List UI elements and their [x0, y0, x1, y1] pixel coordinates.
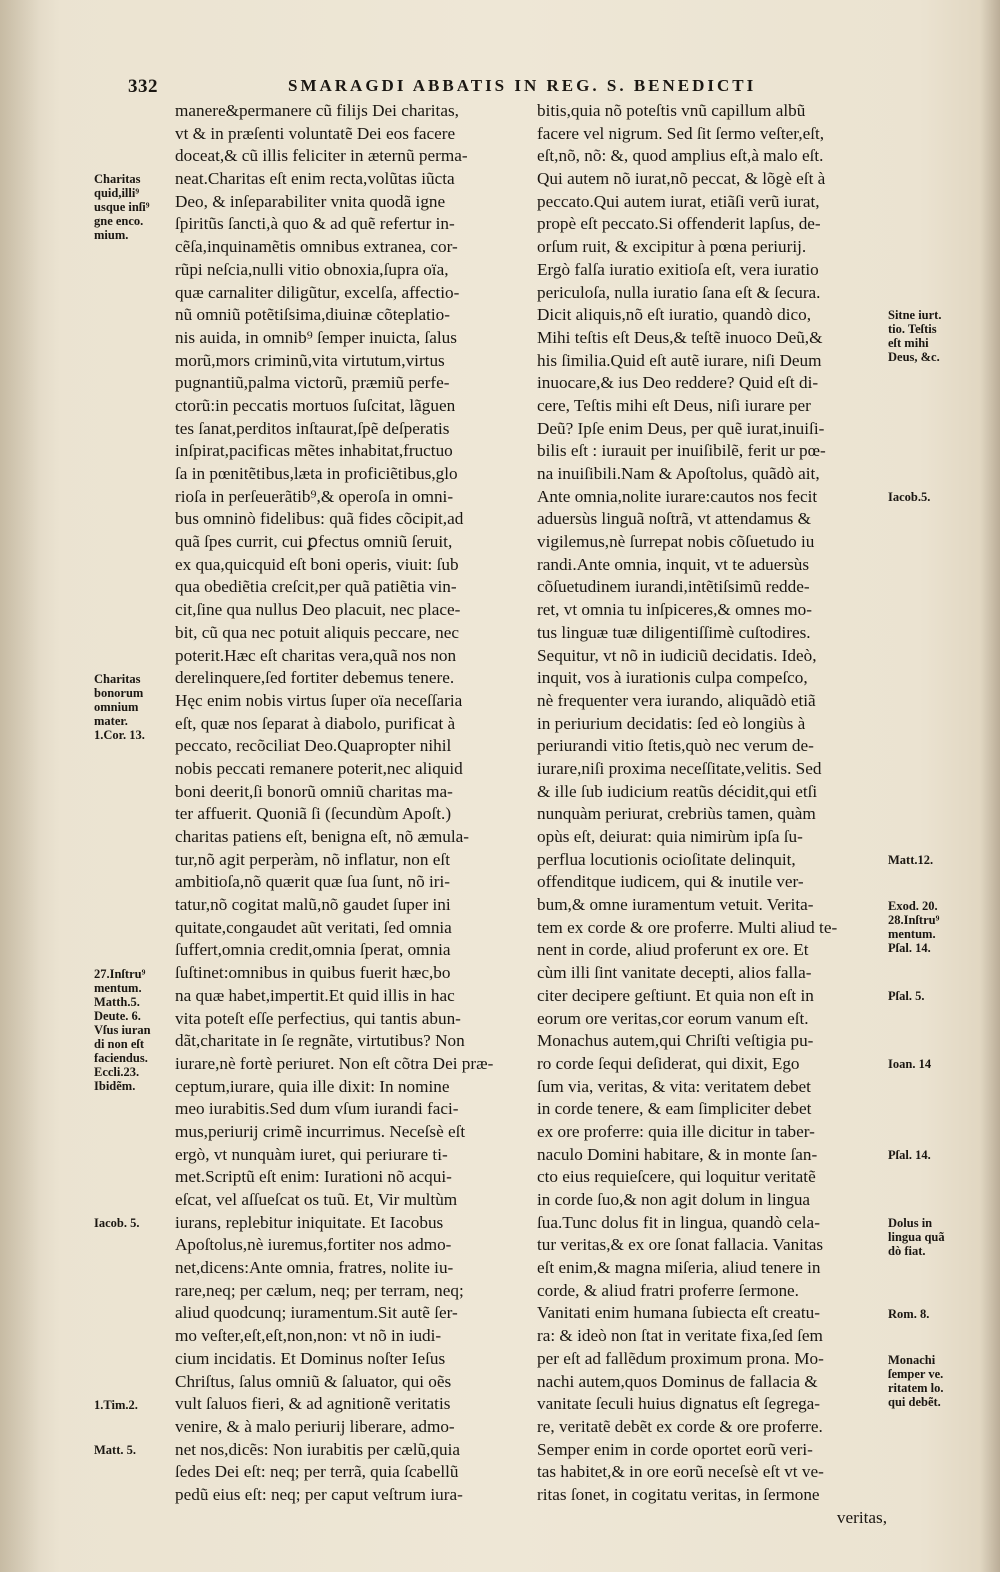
text-line: & ille ſub iudicium reatũs décidit,qui etſi: [537, 781, 818, 801]
text-line: nis auida, in omnib⁹ ſemper inuicta, ſalus: [175, 327, 457, 347]
text-line: ret, vt omnia tu inſpiceres,& omnes mo-: [537, 600, 812, 620]
text-line: manere&permanere cũ filijs Dei charitas,: [175, 101, 459, 120]
text-line: inuocare,& ius Deo reddere? Quid eſt di-: [537, 373, 819, 393]
text-line: pedũ eius eſt: neq; per caput veſtrum iura-: [175, 1484, 463, 1504]
text-line: eſt,nõ, nõ: &, quod amplius eſt,à malo eſt.: [537, 146, 824, 166]
text-line: naculo Domini habitare, & in monte ſan-: [537, 1144, 818, 1164]
text-line: nachi autem,quos Dominus de fallacia &: [537, 1371, 818, 1391]
text-line: Sequitur, vt nõ in iudiciũ decidatis. Ideò,: [537, 645, 817, 665]
text-line: periurandi vitio ſtetis,quò nec verum de-: [537, 736, 814, 756]
text-line: in corde tenere, & eam ſimpliciter debet: [537, 1099, 812, 1119]
text-line: iurare,niſi proxima neceſſitate,velitis. Sed: [537, 758, 822, 778]
text-line: ro corde ſequi deſiderat, qui dixit, Ego: [537, 1053, 800, 1073]
text-line: charitas patiens eſt, benigna eſt, nõ æmula-: [175, 827, 470, 846]
text-line: randi.Ante omnia, inquit, vt te aduersùs: [537, 554, 810, 574]
text-line: offenditque iudicem, qui & inutile ver-: [537, 872, 804, 892]
text-line: bus omninò fidelibus: quã fides cõcipit,ad: [175, 509, 464, 529]
text-line: ter affuerit. Quoniã ſi (ſecundùm Apoſt.): [175, 804, 452, 824]
text-line: net nos,dicẽs: Non iurabitis per cælũ,quia: [175, 1439, 460, 1459]
text-line: ambitioſa,nõ quærit quæ ſua ſunt, nõ iri-: [175, 872, 450, 892]
text-line: Ergò falſa iuratio exitioſa eſt, vera iuratio: [537, 259, 819, 279]
text-line: vita poteſt eſſe perfectius, qui tantis abun-: [175, 1008, 461, 1028]
text-line: ſua.Tunc dolus fit in lingua, quandò cela-: [537, 1212, 820, 1232]
text-line: bilis eſt : iurauit per inuiſibilẽ, ferit ur pœ-: [537, 441, 826, 461]
marginal-note: Matt.12.: [888, 853, 934, 868]
text-line: Deũ? Ipſe enim Deus, per quẽ iurat,inuiſi-: [537, 418, 825, 438]
marginal-note: Sitne iurt. tio. Teſtis eſt mihi Deus, &c.: [888, 308, 942, 365]
text-line: nobis peccati remanere poterit,nec aliquid: [175, 758, 463, 778]
text-line: dãt,charitate in ſe regnãte, virtutibus? Non: [175, 1031, 465, 1051]
text-line: poterit.Hæc eſt charitas vera,quã nos non: [175, 645, 457, 665]
marginal-note: Ioan. 14: [888, 1057, 932, 1072]
text-line: inſpirat,pacificas mẽtes inhabitat,fructuo: [175, 441, 453, 461]
text-line: cit,ſine qua nullus Deo placuit, nec place-: [175, 600, 461, 620]
text-line: eſt, quæ nos ſeparat à diabolo, purificat à: [175, 713, 456, 733]
text-line: in periurium decidatis: ſed eò longiùs à: [537, 713, 806, 733]
text-line: re, veritatẽ debẽt ex corde & ore proferre.: [537, 1416, 823, 1436]
text-line: ctorũ:in peccatis mortuos ſuſcitat, lãguen: [175, 395, 456, 415]
text-line: met.Scriptũ eſt enim: Iurationi nõ acqui-: [175, 1167, 452, 1187]
text-line: aduersùs linguã noſtrã, vt attendamus &: [537, 509, 811, 529]
text-line: iurans, replebitur iniquitate. Et Iacobus: [175, 1212, 444, 1232]
text-line: tur,nõ agit perperàm, nõ inflatur, non eſt: [175, 849, 450, 869]
text-line: rũpi neſcia,nulli vitio obnoxia,ſupra oïa,: [175, 259, 449, 279]
text-line: inquit, vos à iurationis culpa compeſco,: [537, 668, 808, 688]
marginal-note: Charitas quid,illi⁹ usque inſi⁹ gne enco. mium.: [94, 172, 150, 243]
text-line: ſa in pœnitẽtibus,læta in proficiẽtibus,glo: [175, 464, 458, 483]
text-line: peccato, recõciliat Deo.Quapropter nihil: [175, 736, 452, 756]
text-line: per eſt ad fallẽdum proximum prona. Mo-: [537, 1348, 824, 1368]
text-line: ex qua,quicquid eſt boni operis, viuit: ſub: [175, 554, 459, 574]
text-line: qua obediẽtia creſcit,per quã patiẽtia vin-: [175, 577, 457, 597]
text-line: ſedes Dei eſt: neq; per terrã, quia ſcabellũ: [175, 1462, 459, 1482]
text-line: ſpiritũs ſancti,à quo & ad quẽ refertur in-: [175, 214, 455, 234]
text-line: nũ omniũ potẽtiſsima,diuinæ cõteplatio-: [175, 305, 450, 325]
running-title: SMARAGDI ABBATIS IN REG. S. BENEDICTI: [288, 76, 757, 95]
text-line: tus linguæ tuæ diligentiſſimè cuſtodires.: [537, 622, 811, 642]
text-line: cere, Teſtis mihi eſt Deus, niſi iurare per: [537, 395, 811, 415]
text-line: his ſimilia.Quid eſt autẽ iurare, niſi Deum: [537, 350, 822, 370]
text-line: eorum ore veritas,cor eorum vanum eſt.: [537, 1008, 809, 1028]
text-line: tem ex corde & ore proferre. Multi aliud te-: [537, 917, 838, 937]
text-line: periculoſa, nulla iuratio ſana eſt & ſecura.: [537, 282, 821, 302]
text-line: vult ſaluos fieri, & ad agnitionẽ veritatis: [175, 1394, 451, 1414]
text-line: meo iurabitis.Sed dum vſum iurandi faci-: [175, 1099, 459, 1119]
text-line: Mihi teſtis eſt Deus,& teſtẽ inuoco Deũ,&: [537, 327, 823, 347]
text-line: net,dicens:Ante omnia, fratres, nolite iu-: [175, 1258, 454, 1278]
marginal-note: Monachi ſemper ve. ritatem lo. qui debẽt.: [888, 1352, 944, 1409]
text-line: Chriſtus, ſalus omniũ & ſaluator, qui oẽs: [175, 1371, 452, 1391]
marginal-note: Charitas bonorum omnium mater. 1.Cor. 13.: [94, 671, 145, 742]
text-line: bit, cũ qua nec potuit aliquis peccare, nec: [175, 622, 459, 642]
text-line: ex ore proferre: quia ille dicitur in taber-: [537, 1121, 815, 1141]
text-line: ſuſtinet:omnibus in quibus fuerit hæc,bo: [175, 963, 451, 983]
text-line: neat.Charitas eſt enim recta,volũtas iũcta: [175, 169, 455, 189]
text-line: ſuffert,omnia credit,omnia ſperat, omnia: [175, 940, 451, 960]
text-line: cõſuetudinem iurandi,intẽtiſsimũ redde-: [537, 577, 810, 597]
text-line: opùs eſt, deiurat: quia nimirùm ipſa ſu-: [537, 827, 803, 846]
text-line: ra: & ideò non ſtat in veritate fixa,ſed ſem: [537, 1326, 823, 1346]
text-line: bitis,quia nõ poteſtis vnũ capillum albũ: [537, 101, 806, 120]
text-line: Dicit aliquis,nõ eſt iuratio, quandò dico,: [537, 305, 811, 325]
text-line: Hęc enim nobis virtus ſuper oïa neceſſaria: [175, 690, 463, 710]
text-line: iurare,nè fortè periuret. Non eſt cõtra Dei præ-: [175, 1053, 494, 1073]
text-line: rare,neq; per cælum, neq; per terram, neq;: [175, 1280, 464, 1300]
text-line: vigilemus,nè ſurrepat nobis cõſuetudo iu: [537, 532, 815, 552]
text-line: orſum ruit, & excipitur à pœna periurij.: [537, 237, 807, 257]
text-line: boni deerit,ſi bonorũ omniũ charitas ma-: [175, 781, 453, 801]
text-line: cùm illi ſint vanitate decepti, alios falla-: [537, 963, 812, 983]
text-line: cẽſa,inquinamẽtis omnibus extranea, cor-: [175, 237, 458, 257]
text-line: na quæ habet,impertit.Et quid illis in hac: [175, 985, 455, 1005]
text-line: Semper enim in corde oportet eorũ veri-: [537, 1439, 813, 1459]
text-line: cto eius requieſcere, qui loquitur veritatẽ: [537, 1167, 816, 1187]
text-line: ceptum,iurare, quia ille dixit: In nomine: [175, 1076, 450, 1096]
text-line: doceat,& cũ illis feliciter in æternũ perma-: [175, 146, 468, 166]
left-text-column: [175, 100, 525, 1507]
text-line: facere vel nigrum. Sed ſit ſermo veſter,eſt,: [537, 123, 825, 143]
text-line: Deo, & inſeparabiliter vnita quodã igne: [175, 191, 446, 211]
text-line: tas habitet,& in ore eorũ neceſsè eſt vt ve-: [537, 1462, 824, 1482]
text-line: mo veſter,eſt,eſt,non,non: vt nõ in iudi-: [175, 1326, 442, 1346]
marginal-note: Pſal. 14.: [888, 1148, 931, 1163]
text-line: ritas ſonet, in cogitatu veritas, in ſermone: [537, 1484, 820, 1504]
text-line: Vanitati enim humana ſubiecta eſt creatu-: [537, 1303, 820, 1323]
text-line: tatur,nõ cogitat malũ,nõ gaudet ſuper ini: [175, 895, 451, 915]
marginal-note: Iacob. 5.: [94, 1216, 140, 1231]
marginal-note: Dolus in lingua quã dò fiat.: [888, 1216, 945, 1259]
text-line: citer decipere geſtiunt. Et quia non eſt in: [537, 985, 814, 1005]
text-line: rioſa in perſeuerãtib⁹,& operoſa in omni-: [175, 486, 454, 506]
page-header: [128, 62, 968, 102]
page-number: 332: [128, 76, 158, 97]
text-line: vanitate ſeculi huius dignatus eſt ſegrega-: [537, 1394, 821, 1414]
right-text-column: [537, 100, 887, 1529]
text-line: quã ſpes currit, cui ꝑfectus omniũ ſeruit,: [175, 532, 453, 552]
text-line: quæ carnaliter diligũtur, excelſa, affectio-: [175, 282, 460, 302]
page-edge-shadow: [980, 0, 1000, 1572]
text-line: ſum via, veritas, & vita: veritatem debet: [537, 1076, 811, 1096]
text-line: ergò, vt nunquàm iuret, qui periurare ti-: [175, 1144, 448, 1164]
text-line: mus,periurij crimẽ incurrimus. Neceſsè eſt: [175, 1121, 466, 1141]
text-line: pugnantiũ,palma victorũ, præmiũ perfe-: [175, 373, 450, 393]
text-line: corde, & aliud fratri proferre ſermone.: [537, 1280, 799, 1300]
text-line: aliud quodcunq; iuramentum.Sit autẽ ſer-: [175, 1303, 458, 1323]
text-line: cium incidatis. Et Dominus noſter Ieſus: [175, 1348, 446, 1368]
text-line: quitate,congaudet aũt veritati, ſed omnia: [175, 917, 452, 937]
text-line: veritas,: [836, 1507, 887, 1527]
text-line: Apoſtolus,nè iuremus,fortiter nos admo-: [175, 1235, 452, 1255]
marginal-note: Rom. 8.: [888, 1307, 930, 1322]
text-line: tur veritas,& ex ore ſonat fallacia. Vanitas: [537, 1235, 824, 1255]
text-line: nè frequenter vera iurando, aliquãdò etiã: [537, 690, 816, 710]
text-line: eſt enim,& magna miſeria, aliud tenere in: [537, 1258, 821, 1278]
marginal-note: Exod. 20. 28.Inſtru⁹ mentum. Pſal. 14.: [888, 898, 940, 955]
marginal-note: Matt. 5.: [94, 1443, 136, 1458]
text-line: tes ſanat,perditos inſtaurat,ſpẽ deſperatis: [175, 418, 450, 438]
marginal-note: 27.Inſtru⁹ mentum. Matth.5. Deute. 6. Vſus iuran di non eſt faciendus. Eccli.23. Ibidẽm.: [94, 966, 151, 1093]
text-line: Monachus autem,qui Chriſti veſtigia pu-: [537, 1031, 814, 1051]
text-line: venire, & à malo periurij liberare, admo-: [175, 1416, 455, 1436]
text-line: in corde ſuo,& non agit dolum in lingua: [537, 1190, 811, 1209]
text-line: peccato.Qui autem iurat, etiãſi verũ iurat,: [537, 191, 820, 211]
text-line: bum,& omne iuramentum vetuit. Verita-: [537, 895, 814, 915]
text-line: morũ,mors criminũ,vita virtutum,virtus: [175, 350, 445, 370]
text-line: nent in corde, aliud proferunt ex ore. Et: [537, 940, 809, 960]
marginal-note: Pſal. 5.: [888, 989, 925, 1004]
text-line: nunquàm periurat, crebriùs tamen, quàm: [537, 804, 816, 824]
marginal-note: Iacob.5.: [888, 489, 931, 504]
text-line: Ante omnia,nolite iurare:cautos nos fecit: [537, 486, 818, 506]
text-line: vt & in præſenti voluntatẽ Dei eos facere: [175, 123, 456, 143]
text-line: propè eſt peccato.Si offenderit lapſus, de-: [537, 214, 821, 234]
spine-shadow: [0, 0, 60, 1572]
text-line: na inuiſibili.Nam & Apoſtolus, quãdò ait,: [537, 464, 820, 483]
text-line: perflua locutionis ocioſitate delinquit,: [537, 849, 796, 869]
text-line: eſcat, vel aſſueſcat os tuũ. Et, Vir multùm: [175, 1190, 458, 1209]
text-line: Qui autem nõ iurat,nõ peccat, & lõgè eſt à: [537, 169, 826, 189]
text-line: derelinquere,ſed fortiter debemus tenere.: [175, 668, 455, 688]
marginal-note: 1.Tim.2.: [94, 1397, 138, 1412]
